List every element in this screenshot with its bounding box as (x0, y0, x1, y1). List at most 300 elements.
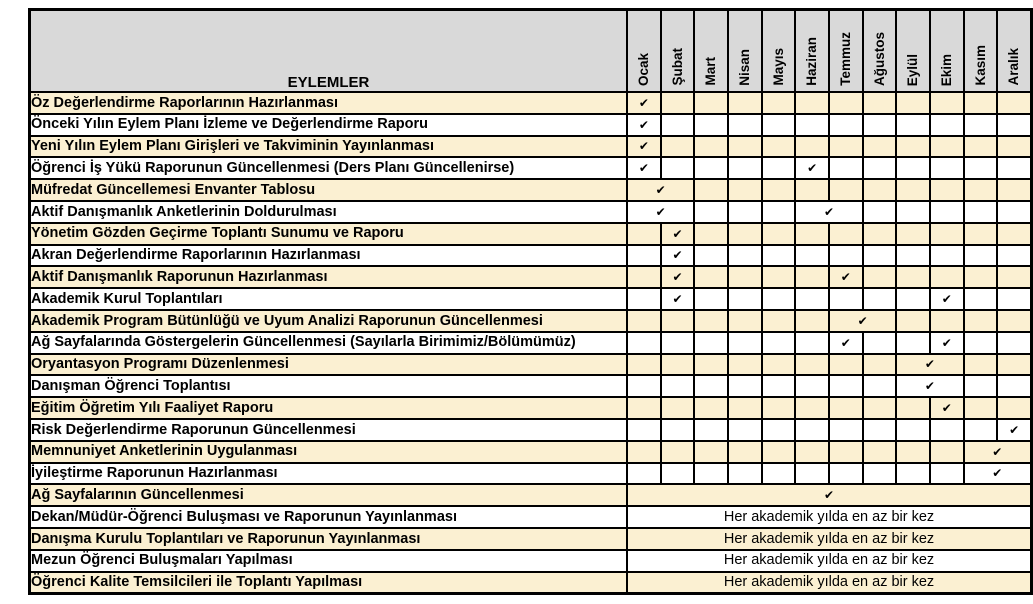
check-cell-month-2 (661, 288, 695, 310)
empty-cell-month-1 (627, 397, 661, 419)
empty-cell-month-2 (661, 419, 695, 441)
empty-cell-month-11 (964, 419, 998, 441)
table-row (30, 136, 1032, 158)
month-header-2 (661, 10, 695, 93)
action-label: Yeni Yılın Eylem Planı Girişleri ve Takviminin Yayınlanması (30, 136, 628, 158)
check-icon: ✔ (638, 117, 649, 132)
month-header-5 (762, 10, 796, 93)
empty-cell-month-11 (964, 332, 998, 354)
empty-cell-month-9 (896, 114, 930, 136)
check-icon: ✔ (672, 292, 683, 307)
action-label: Aktif Danışmanlık Raporunun Hazırlanması (30, 266, 628, 288)
empty-cell-month-7 (829, 223, 863, 245)
table-row (30, 528, 1032, 550)
table-row (30, 201, 1032, 223)
empty-cell-month-12 (997, 332, 1031, 354)
empty-cell-month-6 (795, 354, 829, 376)
check-cell-month-9 (896, 375, 963, 397)
check-cell-month-9 (896, 354, 963, 376)
empty-cell-month-8 (863, 288, 897, 310)
check-icon: ✔ (638, 161, 649, 176)
empty-cell-month-12 (997, 288, 1031, 310)
month-header-6 (795, 10, 829, 93)
empty-cell-month-9 (896, 201, 930, 223)
empty-cell-month-9 (896, 397, 930, 419)
action-label: Ağ Sayfalarının Güncellenmesi (30, 484, 628, 506)
empty-cell-month-10 (930, 419, 964, 441)
check-cell-month-7 (829, 310, 896, 332)
month-header-label: Mayıs (770, 48, 786, 86)
empty-cell-month-1 (627, 354, 661, 376)
empty-cell-month-4 (728, 354, 762, 376)
check-cell-month-6 (795, 201, 862, 223)
empty-cell-month-12 (997, 245, 1031, 267)
empty-cell-month-8 (863, 441, 897, 463)
empty-cell-month-5 (762, 179, 796, 201)
month-header-10 (930, 10, 964, 93)
empty-cell-month-5 (762, 310, 796, 332)
empty-cell-month-9 (896, 332, 930, 354)
action-label: Memnuniyet Anketlerinin Uygulanması (30, 441, 628, 463)
empty-cell-month-2 (661, 332, 695, 354)
month-header-label: Eylül (905, 53, 921, 86)
empty-cell-month-4 (728, 441, 762, 463)
check-icon: ✔ (655, 183, 666, 198)
empty-cell-month-9 (896, 288, 930, 310)
empty-cell-month-4 (728, 201, 762, 223)
empty-cell-month-9 (896, 157, 930, 179)
empty-cell-month-11 (964, 397, 998, 419)
month-header-label: Ekim (939, 53, 955, 86)
empty-cell-month-3 (694, 419, 728, 441)
empty-cell-month-9 (896, 441, 930, 463)
empty-cell-month-11 (964, 136, 998, 158)
check-icon: ✔ (672, 226, 683, 241)
empty-cell-month-10 (930, 92, 964, 114)
action-label: Yönetim Gözden Geçirme Toplantı Sunumu ve Raporu (30, 223, 628, 245)
empty-cell-month-6 (795, 266, 829, 288)
empty-cell-month-1 (627, 245, 661, 267)
table-row (30, 354, 1032, 376)
table-row (30, 288, 1032, 310)
month-header-label: Ocak (636, 52, 652, 86)
empty-cell-month-10 (930, 201, 964, 223)
empty-cell-month-8 (863, 266, 897, 288)
empty-cell-month-6 (795, 310, 829, 332)
empty-cell-month-5 (762, 114, 796, 136)
table-row (30, 484, 1032, 506)
empty-cell-month-4 (728, 419, 762, 441)
empty-cell-month-9 (896, 179, 930, 201)
empty-cell-month-4 (728, 332, 762, 354)
check-cell-month-6 (795, 157, 829, 179)
empty-cell-month-7 (829, 397, 863, 419)
empty-cell-month-5 (762, 92, 796, 114)
check-cell-month-1 (627, 484, 1031, 506)
empty-cell-month-4 (728, 266, 762, 288)
empty-cell-month-11 (964, 288, 998, 310)
table-row (30, 266, 1032, 288)
action-label: Akademik Program Bütünlüğü ve Uyum Analizi Raporunun Güncellenmesi (30, 310, 628, 332)
empty-cell-month-7 (829, 419, 863, 441)
empty-cell-month-2 (661, 375, 695, 397)
action-label: İyileştirme Raporunun Hazırlanması (30, 463, 628, 485)
empty-cell-month-11 (964, 245, 998, 267)
action-label: Aktif Danışmanlık Anketlerinin Doldurulması (30, 201, 628, 223)
empty-cell-month-5 (762, 245, 796, 267)
empty-cell-month-1 (627, 463, 661, 485)
empty-cell-month-5 (762, 223, 796, 245)
month-header-label: Ağustos (871, 32, 887, 86)
empty-cell-month-4 (728, 136, 762, 158)
empty-cell-month-10 (930, 157, 964, 179)
action-label: Müfredat Güncellemesi Envanter Tablosu (30, 179, 628, 201)
empty-cell-month-11 (964, 201, 998, 223)
table-row (30, 179, 1032, 201)
table-row (30, 157, 1032, 179)
month-header-label: Temmuz (838, 32, 854, 86)
empty-cell-month-5 (762, 441, 796, 463)
empty-cell-month-5 (762, 266, 796, 288)
action-label: Oryantasyon Programı Düzenlenmesi (30, 354, 628, 376)
empty-cell-month-6 (795, 397, 829, 419)
empty-cell-month-9 (896, 463, 930, 485)
check-cell-month-1 (627, 179, 694, 201)
action-label: Dekan/Müdür-Öğrenci Buluşması ve Raporunun Yayınlanması (30, 506, 628, 528)
empty-cell-month-2 (661, 157, 695, 179)
empty-cell-month-3 (694, 441, 728, 463)
empty-cell-month-3 (694, 288, 728, 310)
empty-cell-month-2 (661, 114, 695, 136)
empty-cell-month-1 (627, 223, 661, 245)
empty-cell-month-6 (795, 441, 829, 463)
empty-cell-month-2 (661, 463, 695, 485)
empty-cell-month-5 (762, 419, 796, 441)
month-header-9 (896, 10, 930, 93)
empty-cell-month-11 (964, 92, 998, 114)
empty-cell-month-3 (694, 157, 728, 179)
empty-cell-month-1 (627, 419, 661, 441)
empty-cell-month-9 (896, 136, 930, 158)
empty-cell-month-12 (997, 266, 1031, 288)
table-row (30, 245, 1032, 267)
annual-note-cell: Her akademik yılda en az bir kez (627, 528, 1031, 550)
empty-cell-month-12 (997, 354, 1031, 376)
empty-cell-month-3 (694, 463, 728, 485)
empty-cell-month-11 (964, 310, 998, 332)
check-cell-month-2 (661, 245, 695, 267)
table-row (30, 92, 1032, 114)
empty-cell-month-3 (694, 266, 728, 288)
empty-cell-month-6 (795, 114, 829, 136)
month-header-7 (829, 10, 863, 93)
empty-cell-month-3 (694, 245, 728, 267)
check-icon: ✔ (823, 204, 835, 219)
empty-cell-month-3 (694, 114, 728, 136)
empty-cell-month-5 (762, 288, 796, 310)
empty-cell-month-2 (661, 354, 695, 376)
check-cell-month-1 (627, 201, 694, 223)
empty-cell-month-9 (896, 92, 930, 114)
empty-cell-month-7 (829, 245, 863, 267)
check-icon: ✔ (941, 292, 952, 307)
check-icon: ✔ (1009, 422, 1020, 437)
table-row (30, 463, 1032, 485)
check-icon: ✔ (655, 204, 666, 219)
check-cell-month-1 (627, 114, 661, 136)
check-icon: ✔ (807, 161, 818, 176)
empty-cell-month-2 (661, 397, 695, 419)
empty-cell-month-2 (661, 310, 695, 332)
month-header-1 (627, 10, 661, 93)
action-label: Danışman Öğrenci Toplantısı (30, 375, 628, 397)
empty-cell-month-7 (829, 354, 863, 376)
empty-cell-month-3 (694, 397, 728, 419)
check-cell-month-1 (627, 92, 661, 114)
empty-cell-month-2 (661, 441, 695, 463)
check-cell-month-10 (930, 397, 964, 419)
empty-cell-month-10 (930, 266, 964, 288)
empty-cell-month-9 (896, 223, 930, 245)
empty-cell-month-9 (896, 419, 930, 441)
empty-cell-month-3 (694, 201, 728, 223)
table-row (30, 114, 1032, 136)
action-label: Akademik Kurul Toplantıları (30, 288, 628, 310)
empty-cell-month-8 (863, 136, 897, 158)
empty-cell-month-4 (728, 223, 762, 245)
table-row (30, 223, 1032, 245)
empty-cell-month-8 (863, 419, 897, 441)
empty-cell-month-8 (863, 157, 897, 179)
empty-cell-month-7 (829, 136, 863, 158)
empty-cell-month-8 (863, 245, 897, 267)
empty-cell-month-7 (829, 463, 863, 485)
annual-note-cell: Her akademik yılda en az bir kez (627, 550, 1031, 572)
check-icon: ✔ (638, 95, 649, 110)
empty-cell-month-11 (964, 375, 998, 397)
empty-cell-month-10 (930, 245, 964, 267)
check-icon: ✔ (823, 488, 835, 503)
empty-cell-month-5 (762, 332, 796, 354)
empty-cell-month-10 (930, 441, 964, 463)
table-row (30, 419, 1032, 441)
empty-cell-month-10 (930, 223, 964, 245)
check-icon: ✔ (638, 139, 649, 154)
empty-cell-month-2 (661, 136, 695, 158)
empty-cell-month-1 (627, 332, 661, 354)
empty-cell-month-4 (728, 375, 762, 397)
empty-cell-month-5 (762, 157, 796, 179)
empty-cell-month-6 (795, 245, 829, 267)
empty-cell-month-7 (829, 157, 863, 179)
empty-cell-month-11 (964, 114, 998, 136)
month-header-3 (694, 10, 728, 93)
annual-action-plan-table (28, 8, 1033, 595)
action-label: Akran Değerlendirme Raporlarının Hazırlanması (30, 245, 628, 267)
empty-cell-month-3 (694, 310, 728, 332)
action-label: Önceki Yılın Eylem Planı İzleme ve Değerlendirme Raporu (30, 114, 628, 136)
check-icon: ✔ (924, 379, 935, 394)
empty-cell-month-6 (795, 179, 829, 201)
empty-cell-month-2 (661, 92, 695, 114)
empty-cell-month-4 (728, 397, 762, 419)
empty-cell-month-7 (829, 375, 863, 397)
empty-cell-month-12 (997, 223, 1031, 245)
empty-cell-month-10 (930, 179, 964, 201)
empty-cell-month-4 (728, 157, 762, 179)
empty-cell-month-4 (728, 310, 762, 332)
check-cell-month-11 (964, 463, 1032, 485)
empty-cell-month-12 (997, 201, 1031, 223)
check-icon: ✔ (924, 357, 935, 372)
empty-cell-month-10 (930, 114, 964, 136)
empty-cell-month-8 (863, 397, 897, 419)
check-icon: ✔ (857, 313, 868, 328)
empty-cell-month-1 (627, 288, 661, 310)
empty-cell-month-1 (627, 375, 661, 397)
check-icon: ✔ (672, 270, 683, 285)
empty-cell-month-4 (728, 245, 762, 267)
action-label: Risk Değerlendirme Raporunun Güncellenmesi (30, 419, 628, 441)
empty-cell-month-12 (997, 136, 1031, 158)
check-icon: ✔ (941, 335, 952, 350)
empty-cell-month-5 (762, 463, 796, 485)
actions-column-header: EYLEMLER (30, 10, 628, 93)
check-icon: ✔ (992, 444, 1003, 459)
check-cell-month-2 (661, 266, 695, 288)
empty-cell-month-5 (762, 201, 796, 223)
empty-cell-month-12 (997, 397, 1031, 419)
empty-cell-month-8 (863, 92, 897, 114)
check-cell-month-11 (964, 441, 1032, 463)
empty-cell-month-3 (694, 92, 728, 114)
empty-cell-month-9 (896, 245, 930, 267)
month-header-12 (997, 10, 1031, 93)
empty-cell-month-5 (762, 397, 796, 419)
empty-cell-month-1 (627, 441, 661, 463)
check-cell-month-10 (930, 288, 964, 310)
check-cell-month-1 (627, 136, 661, 158)
check-cell-month-1 (627, 157, 661, 179)
check-cell-month-2 (661, 223, 695, 245)
empty-cell-month-10 (930, 463, 964, 485)
table-row (30, 550, 1032, 572)
month-header-label: Nisan (737, 49, 753, 86)
check-cell-month-10 (930, 332, 964, 354)
empty-cell-month-3 (694, 375, 728, 397)
action-label: Öz Değerlendirme Raporlarının Hazırlanması (30, 92, 628, 114)
empty-cell-month-9 (896, 266, 930, 288)
month-header-label: Mart (703, 57, 719, 86)
empty-cell-month-9 (896, 310, 930, 332)
empty-cell-month-6 (795, 288, 829, 310)
action-label: Eğitim Öğretim Yılı Faaliyet Raporu (30, 397, 628, 419)
empty-cell-month-11 (964, 354, 998, 376)
empty-cell-month-8 (863, 114, 897, 136)
empty-cell-month-12 (997, 92, 1031, 114)
month-header-4 (728, 10, 762, 93)
empty-cell-month-11 (964, 223, 998, 245)
action-label: Ağ Sayfalarında Göstergelerin Güncellenmesi (Sayılarla Birimimiz/Bölümümüz) (30, 332, 628, 354)
empty-cell-month-11 (964, 266, 998, 288)
empty-cell-month-6 (795, 463, 829, 485)
table-row (30, 310, 1032, 332)
table-row (30, 332, 1032, 354)
empty-cell-month-7 (829, 179, 863, 201)
action-label: Mezun Öğrenci Buluşmaları Yapılması (30, 550, 628, 572)
check-icon: ✔ (840, 335, 851, 350)
empty-cell-month-8 (863, 223, 897, 245)
empty-cell-month-4 (728, 288, 762, 310)
action-label: Danışma Kurulu Toplantıları ve Raporunun Yayınlanması (30, 528, 628, 550)
empty-cell-month-4 (728, 92, 762, 114)
check-icon: ✔ (840, 270, 851, 285)
empty-cell-month-8 (863, 332, 897, 354)
check-cell-month-12 (997, 419, 1031, 441)
annual-note-cell: Her akademik yılda en az bir kez (627, 572, 1031, 594)
empty-cell-month-7 (829, 288, 863, 310)
action-label: Öğrenci Kalite Temsilcileri ile Toplantı Yapılması (30, 572, 628, 594)
table-row (30, 375, 1032, 397)
empty-cell-month-8 (863, 463, 897, 485)
table-row (30, 397, 1032, 419)
empty-cell-month-5 (762, 375, 796, 397)
empty-cell-month-12 (997, 310, 1031, 332)
empty-cell-month-7 (829, 92, 863, 114)
empty-cell-month-11 (964, 157, 998, 179)
empty-cell-month-10 (930, 310, 964, 332)
empty-cell-month-3 (694, 136, 728, 158)
empty-cell-month-12 (997, 114, 1031, 136)
header-row (30, 10, 1032, 93)
empty-cell-month-3 (694, 179, 728, 201)
empty-cell-month-8 (863, 354, 897, 376)
month-header-label: Kasım (972, 45, 988, 86)
check-icon: ✔ (672, 248, 683, 263)
action-label: Öğrenci İş Yükü Raporunun Güncellenmesi (Ders Planı Güncellenirse) (30, 157, 628, 179)
empty-cell-month-1 (627, 266, 661, 288)
empty-cell-month-11 (964, 179, 998, 201)
table-row (30, 572, 1032, 594)
table-row (30, 441, 1032, 463)
month-header-label: Haziran (804, 37, 820, 86)
empty-cell-month-8 (863, 201, 897, 223)
empty-cell-month-6 (795, 332, 829, 354)
empty-cell-month-4 (728, 114, 762, 136)
check-cell-month-7 (829, 332, 863, 354)
empty-cell-month-3 (694, 223, 728, 245)
month-header-label: Şubat (669, 48, 685, 86)
empty-cell-month-12 (997, 179, 1031, 201)
empty-cell-month-7 (829, 114, 863, 136)
check-icon: ✔ (992, 466, 1003, 481)
empty-cell-month-6 (795, 136, 829, 158)
check-cell-month-7 (829, 266, 863, 288)
empty-cell-month-5 (762, 136, 796, 158)
empty-cell-month-12 (997, 157, 1031, 179)
empty-cell-month-8 (863, 375, 897, 397)
empty-cell-month-6 (795, 223, 829, 245)
table-row (30, 506, 1032, 528)
empty-cell-month-3 (694, 354, 728, 376)
empty-cell-month-12 (997, 375, 1031, 397)
month-header-11 (964, 10, 998, 93)
empty-cell-month-10 (930, 136, 964, 158)
empty-cell-month-1 (627, 310, 661, 332)
check-icon: ✔ (941, 401, 952, 416)
empty-cell-month-4 (728, 179, 762, 201)
empty-cell-month-6 (795, 419, 829, 441)
